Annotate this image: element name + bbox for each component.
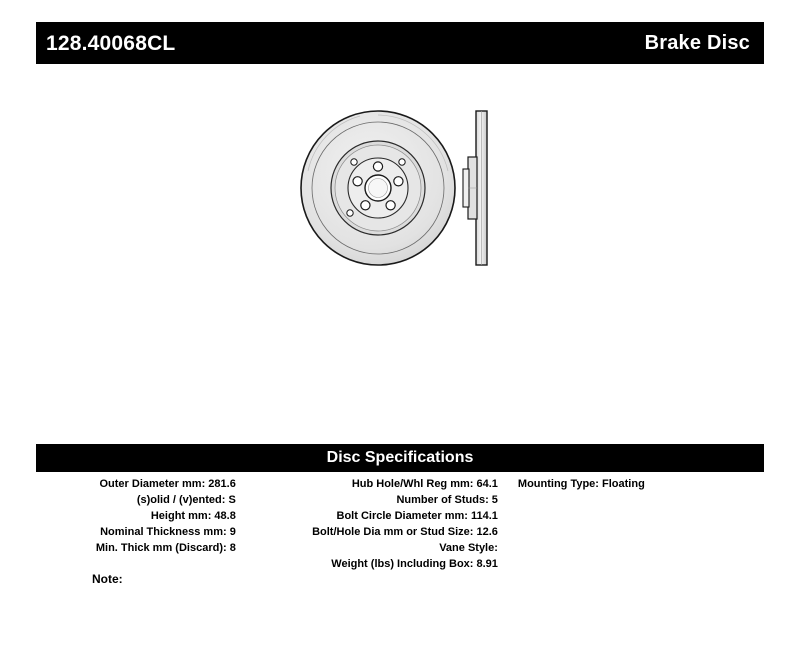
spec-item: Min. Thick mm (Discard): 8 [95, 542, 236, 554]
spec-item: Hub Hole/Whl Reg mm: 64.1 [351, 478, 498, 490]
brake-rotor-illustration [280, 95, 530, 285]
rotor-edge-view [463, 111, 487, 265]
spec-item: Outer Diameter mm: 281.6 [99, 478, 236, 490]
spec-column-left [36, 476, 240, 572]
product-image [280, 95, 530, 285]
spec-item: Nominal Thickness mm: 9 [100, 526, 236, 538]
spec-column-middle [240, 476, 502, 572]
disc-specifications-title: Disc Specifications [326, 449, 474, 466]
spec-item: Bolt/Hole Dia mm or Stud Size: 12.6 [312, 526, 498, 538]
note-label: Note: [92, 572, 123, 586]
spec-item: Height mm: 48.8 [150, 510, 236, 522]
spec-column-right [502, 476, 764, 572]
spec-item: Bolt Circle Diameter mm: 114.1 [336, 510, 498, 522]
rotor-face-view [301, 111, 455, 265]
spec-item: Number of Studs: 5 [396, 494, 498, 506]
product-type-label: Brake Disc [644, 32, 750, 54]
spec-item: Vane Style: [439, 542, 498, 554]
disc-specifications-header [36, 444, 764, 472]
spec-item: (s)olid / (v)ented: S [136, 494, 236, 506]
spec-item: Mounting Type: Floating [517, 478, 645, 490]
part-number-label: 128.40068CL [46, 31, 176, 55]
header-bar [36, 22, 764, 64]
spec-item: Weight (lbs) Including Box: 8.91 [331, 558, 498, 570]
specifications-table [36, 476, 764, 572]
